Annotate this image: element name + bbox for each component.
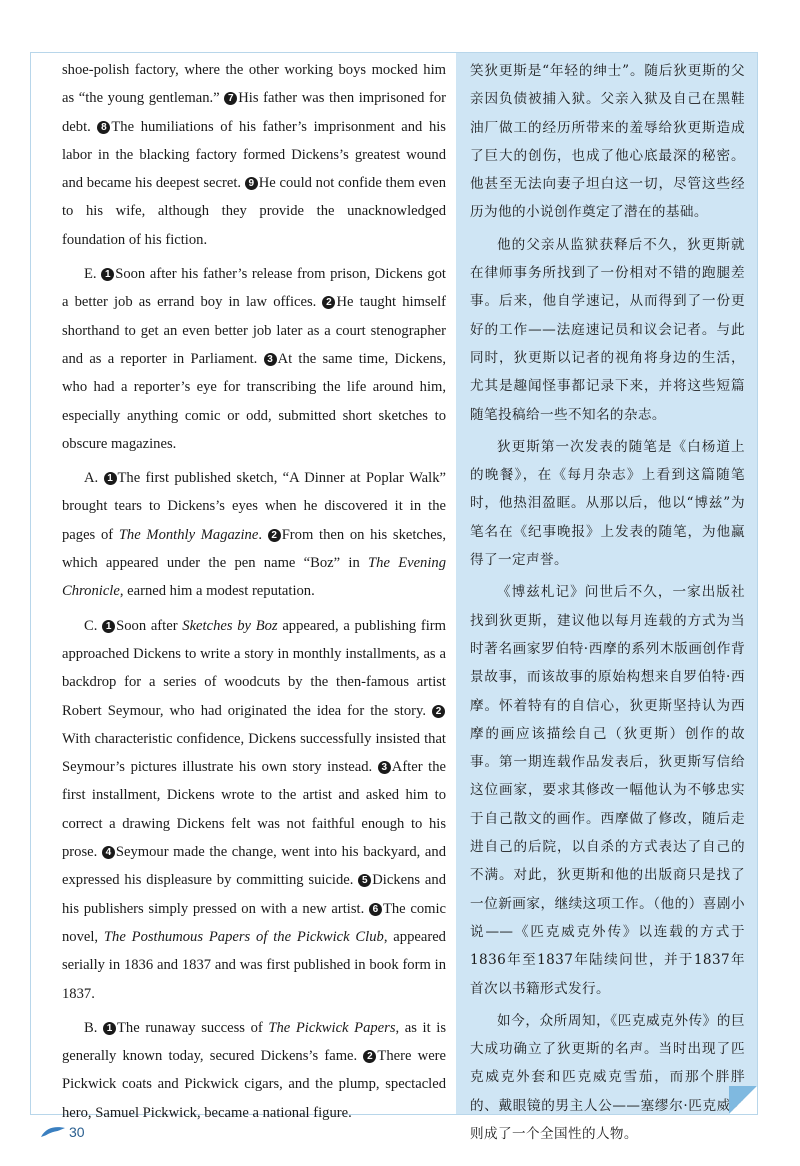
sentence: appeared, a publishing firm approached Dickens to write a story in monthly installments, as a backdrop for a series of woodcuts by the then-famous artist Robert Seymour, who had originated the idea for the story. [62,617,446,719]
sentence-number-badge: 2 [363,1050,376,1063]
sentence: After the first installment, Dickens wrote to the artist and asked him to correct a drawing Dickens felt was not faithful enough to his prose. [62,759,447,861]
paragraph-label: E. [84,266,102,283]
title-italic: The Pickwick Papers [268,1019,396,1036]
chinese-paragraph: 笑狄更斯是“年轻的绅士”。随后狄更斯的父亲因负债被捕入狱。父亲入狱及自己在黑鞋油厂做工的经历所带来的羞辱给狄更斯造成了巨大的创伤，也成了他心底最深的秘密。他甚至无法向妻子坦白这一切，尽管这些经历为他的小说创作奠定了潜在的基础。 [470,63,745,221]
page-number [40,1124,85,1140]
sentence: Seymour made the change, went into his backyard, and expressed his displeasure by committing suicide. [62,844,446,889]
sentence: The first published sketch, “A Dinner at Poplar Walk” brought tears to Dickens’s eyes when he discovered it in the pages of [62,470,446,543]
page-number-text: 30 [69,1124,85,1140]
sentence-number-badge: 7 [224,92,237,105]
page-curl-highlight [729,1086,757,1114]
sentence-number-badge: 1 [101,268,114,281]
paragraph-e [62,260,446,458]
paragraph-a [62,464,446,605]
sentence: There were Pickwick coats and Pickwick cigars, and the plump, spectacled hero, Samuel Pickwick, became a national figure. [62,1048,447,1121]
paragraph-c [62,612,446,1008]
paragraph-label: B. [84,1019,104,1036]
sentence-number-badge: 1 [102,620,115,633]
paragraph-b [62,1014,446,1127]
sentence-number-badge: 1 [104,472,117,485]
sentence: The comic novel, [62,900,446,945]
sentence: , as it is generally known today, secured Dickens’s fame. [62,1019,447,1065]
paragraph-label: A. [84,470,104,487]
sentence-number-badge: 5 [358,874,371,887]
sentence: From then on his sketches, which appeared under the pen name “Boz” in [62,526,446,572]
sentence-number-badge: 9 [245,177,258,190]
title-italic: The Posthumous Papers of the Pickwick Club [103,928,384,945]
sentence: The humiliations of his father’s imprisonment and his labor in the blacking factory formed Dickens’s greatest wound and became his deepest secret. [62,118,446,192]
sentence-number-badge: 2 [432,705,445,718]
sentence-number-badge: 8 [97,121,110,134]
english-text-column [62,56,446,1127]
title-italic: The Monthly Magazine [118,526,259,543]
sentence-number-badge: 6 [369,903,382,916]
sentence-number-badge: 3 [378,761,391,774]
sentence: The runaway success of [117,1019,269,1036]
chinese-paragraph: 如今，众所周知，《匹克威克外传》的巨大成功确立了狄更斯的名声。当时出现了匹克威克外套和匹克威克雪茄，而那个胖胖的、戴眼镜的男主人公——塞缪尔·匹克威克则成了一个全国性的人物。 [470,1012,745,1142]
sentence: , earned him a modest reputation. [119,583,315,600]
chinese-paragraph: 他的父亲从监狱获释后不久，狄更斯就在律师事务所找到了一份相对不错的跑腿差事。后来，他自学速记，从而得到了一份更好的工作——法庭速记员和议会记者。与此同时，狄更斯以记者的视角将身边的生活，尤其是趣闻怪事都记录下来，并将这些短篇随笔投稿给一些不知名的杂志。 [470,236,745,423]
chinese-paragraph: 狄更斯第一次发表的随笔是《白杨道上的晚餐》，在《每月杂志》上看到这篇随笔时，他热泪盈眶。从那以后，他以“博兹”为笔名在《纪事晚报》上发表的随笔，为他赢得了一定声誉。 [470,438,745,569]
sentence-number-badge: 1 [103,1022,116,1035]
sentence: Dickens and his publishers simply pressed on with a new artist. [62,872,447,917]
paragraph-label: C. [84,617,103,634]
sentence: He could not confide them even to his wife, although they provide the unacknowledged foundation of his fiction. [62,175,446,248]
sentence: Soon after his father’s release from prison, Dickens got a better job as errand boy in law offices. [62,266,446,311]
leaf-icon [40,1125,66,1139]
sentence-number-badge: 2 [322,296,335,309]
sentence-number-badge: 2 [268,529,281,542]
chinese-paragraph: 《博兹札记》问世后不久，一家出版社找到狄更斯，建议他以每月连载的方式为当时著名画家罗伯特·西摩的系列木版画创作背景故事，而该故事的原始构想来自罗伯特·西摩。怀着特有的自信心，狄更斯坚持认为西摩的画应该描绘自己（狄更斯）创作的故事。第一期连载作品发表后，狄更斯写信给这位画家，要求其修改一幅他认为不够忠实于自己散文的画作。西摩做了修改，随后走进自己的后院，以自杀的方式表达了自己的不满。对此，狄更斯和他的出版商只是找了一位新画家，继续这项工作。（他的）喜剧小说——《匹克威克外传》以连载的方式于1836年至1837年陆续问世，并于1837年首次以书籍形式发行。 [470,584,745,997]
sentence: Soon after [116,617,183,634]
paragraph-continued [62,56,446,254]
sentence: , appeared serially in 1836 and 1837 and was first published in book form in 1837. [62,928,446,1002]
sentence: . [258,526,268,543]
chinese-translation-sidebar [456,53,757,1142]
sentence-number-badge: 3 [264,353,277,366]
title-italic: Sketches by Boz [182,617,278,634]
sentence: shoe-polish factory, where the other working boys mocked him as “the young gentleman.” [62,62,446,107]
sentence-number-badge: 4 [102,846,115,859]
sentence: With characteristic confidence, Dickens successfully insisted that Seymour’s pictures illustrate his own story instead. [62,730,446,776]
sentence: At the same time, Dickens, who had a reporter’s eye for transcribing the life around him, especially anything comic or odd, submitted short sketches to obscure magazines. [62,350,446,452]
sentence: His father was then imprisoned for debt. [62,90,447,135]
sentence: He taught himself shorthand to get an even better job later as a court stenographer and as a reporter in Parliament. [62,294,446,367]
title-italic: The Evening Chronicle [62,555,447,600]
